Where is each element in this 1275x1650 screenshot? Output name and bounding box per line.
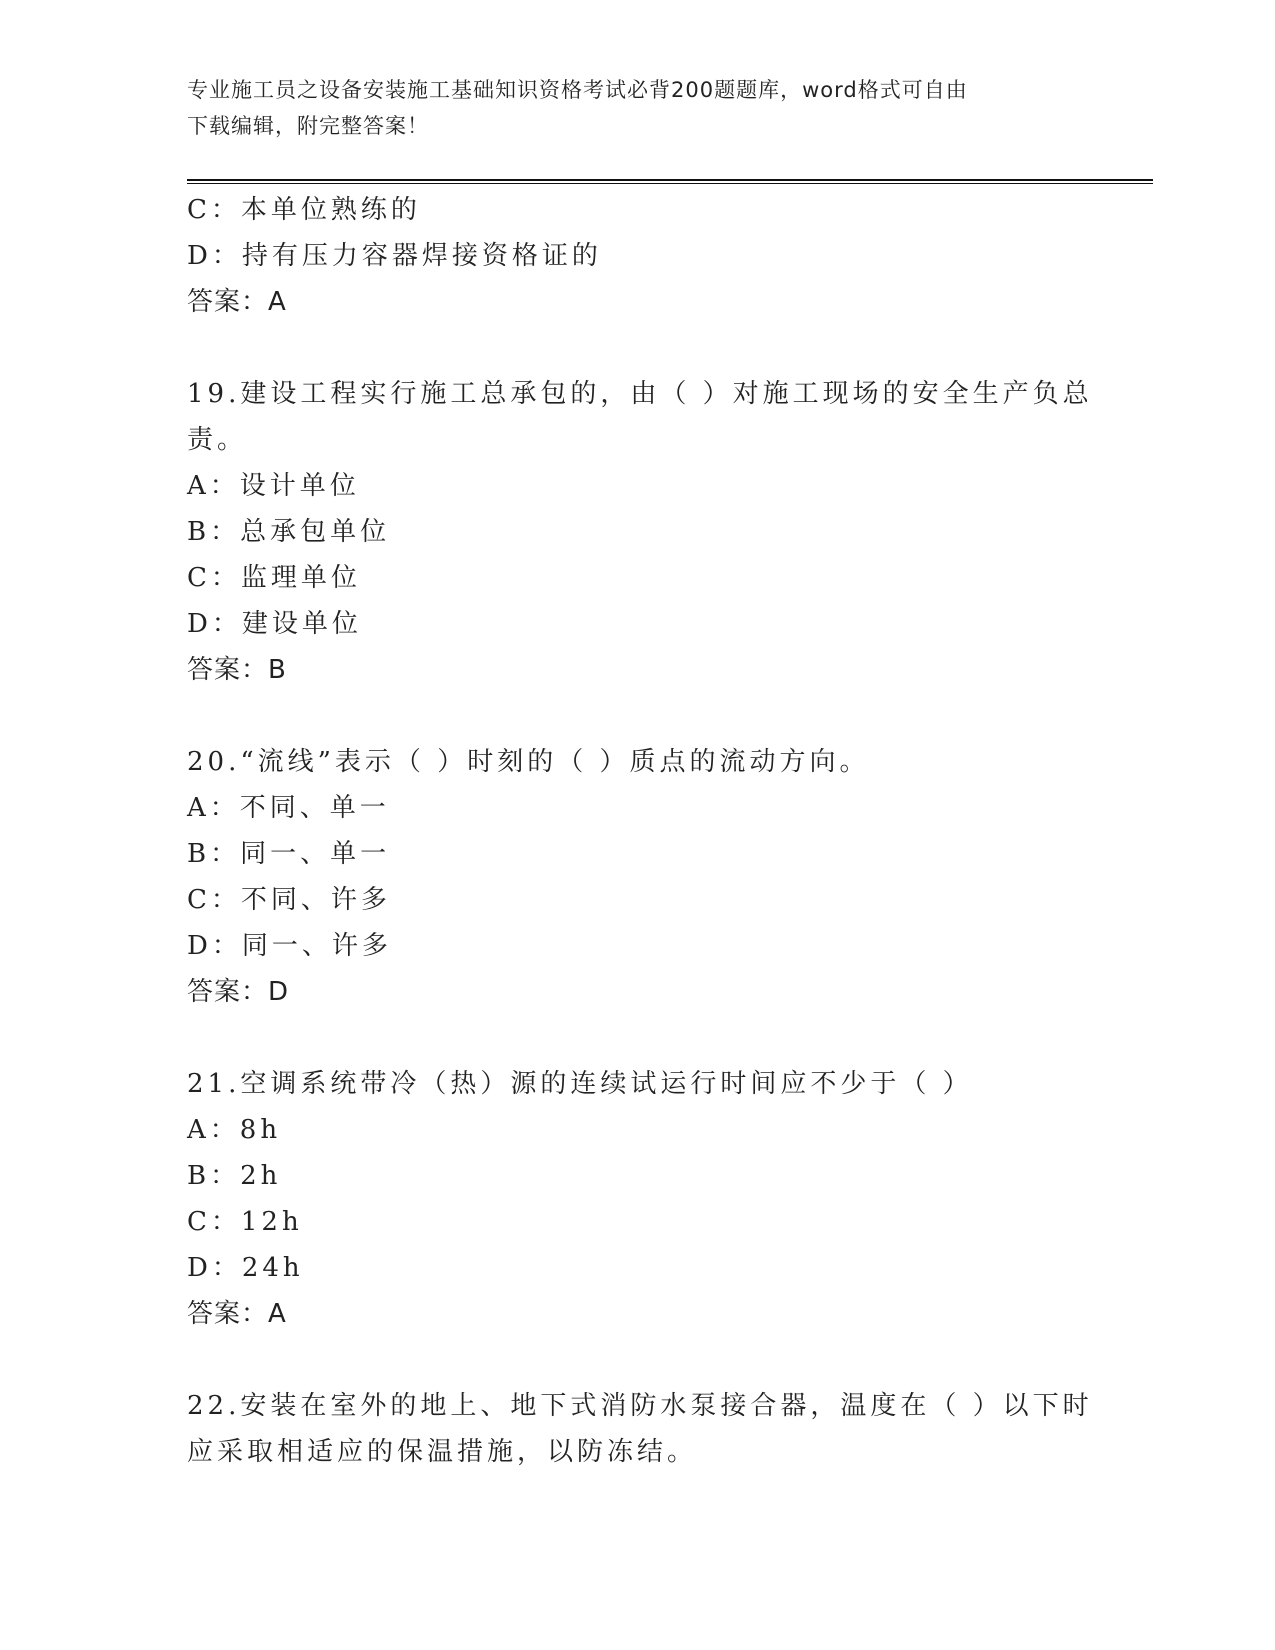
spacer <box>187 1015 1087 1061</box>
option-b: B：同一、单一 <box>187 839 391 869</box>
question-stem-continued: 责。 <box>187 425 248 455</box>
option-d: D：持有压力容器焊接资格证的 <box>187 241 602 271</box>
question-22 <box>187 1383 1093 1475</box>
question-stem: 21.空调系统带冷（热）源的连续试运行时间应不少于（ ） <box>187 1069 973 1099</box>
question-stem-continued: 应采取相适应的保温措施，以防冻结。 <box>187 1437 698 1467</box>
spacer <box>187 1337 1087 1383</box>
question-list <box>187 187 1093 1475</box>
question-20 <box>187 739 1087 1015</box>
option-a: A：8h <box>187 1115 282 1145</box>
option-c: C：12h <box>187 1207 303 1237</box>
question-stem: 20.“流线”表示（ ）时刻的（ ）质点的流动方向。 <box>187 747 870 777</box>
question-21 <box>187 1061 1087 1337</box>
header-title-line-2: 下载编辑，附完整答案！ <box>187 114 429 138</box>
document-header <box>187 72 1087 144</box>
option-c: C：本单位熟练的 <box>187 195 421 225</box>
option-d: D：24h <box>187 1253 304 1283</box>
question-stem: 19.建设工程实行施工总承包的，由（ ）对施工现场的安全生产负总 <box>187 379 1093 409</box>
spacer <box>187 693 1087 739</box>
option-c: C：监理单位 <box>187 563 361 593</box>
header-divider-thin <box>187 183 1153 184</box>
option-a: A：设计单位 <box>187 471 360 501</box>
option-a: A：不同、单一 <box>187 793 390 823</box>
answer-label: 答案：A <box>187 1299 287 1329</box>
option-d: D：同一、许多 <box>187 931 392 961</box>
header-title-line-1: 专业施工员之设备安装施工基础知识资格考试必背200题题库，word格式可自由 <box>187 78 968 102</box>
question-19 <box>187 371 1093 693</box>
option-b: B：2h <box>187 1161 282 1191</box>
question-stem: 22.安装在室外的地上、地下式消防水泵接合器，温度在（ ）以下时 <box>187 1391 1093 1421</box>
answer-label: 答案：D <box>187 977 290 1007</box>
header-divider-thick <box>187 179 1153 181</box>
option-d: D：建设单位 <box>187 609 362 639</box>
option-b: B：总承包单位 <box>187 517 391 547</box>
question-18-tail <box>187 187 1087 325</box>
spacer <box>187 325 1087 371</box>
option-c: C：不同、许多 <box>187 885 391 915</box>
answer-label: 答案：A <box>187 287 287 317</box>
answer-label: 答案：B <box>187 655 287 685</box>
